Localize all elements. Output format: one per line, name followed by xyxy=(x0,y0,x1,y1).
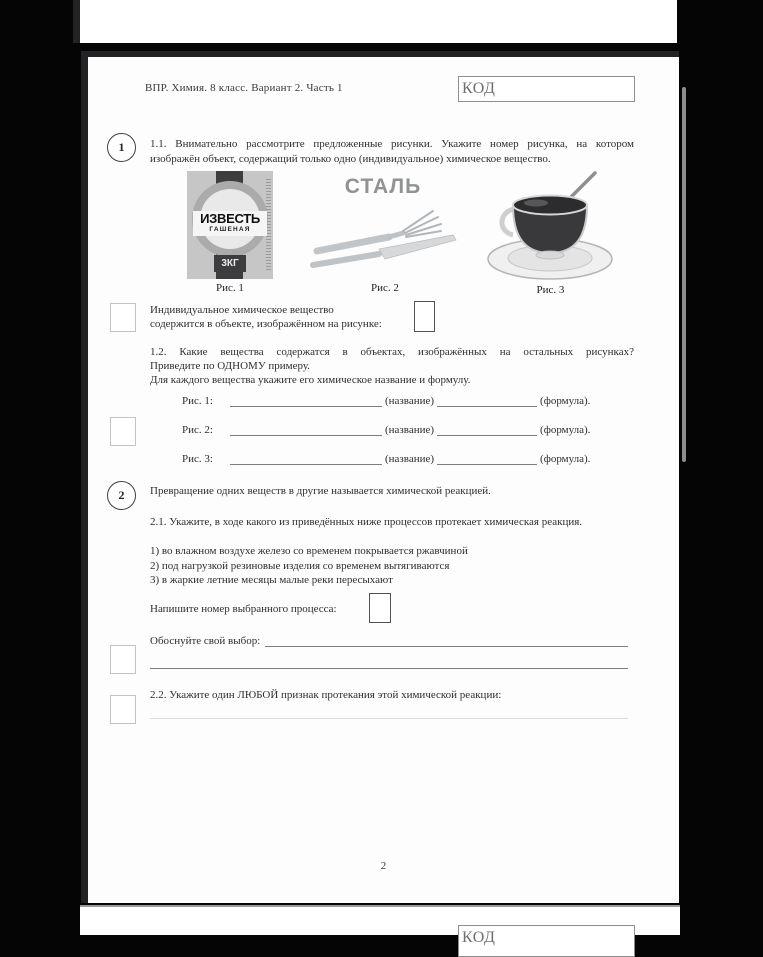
document-header-title: ВПР. Химия. 8 класс. Вариант 2. Часть 1 xyxy=(145,82,343,94)
next-page-code-box[interactable] xyxy=(458,925,635,957)
next-page-edge xyxy=(80,905,680,946)
package-label xyxy=(193,211,267,236)
package-subtitle: ГАШЕНАЯ xyxy=(209,226,251,233)
figure-tea-cup xyxy=(483,169,618,289)
blank-row-fig2-formula-line[interactable] xyxy=(437,423,537,436)
answer-1-1-line1: Индивидуальное химическое вещество xyxy=(150,304,334,316)
answer-1-1-box[interactable] xyxy=(414,301,435,332)
score-checkbox-1[interactable] xyxy=(110,303,136,332)
write-number-label: Напишите номер выбранного процесса: xyxy=(150,603,337,615)
question-1-2-line3: Для каждого вещества укажите его химическое название и формулу. xyxy=(150,374,471,386)
blank-row-fig1 xyxy=(182,393,612,407)
answer-1-1-line2: содержится в объекте, изображённом на рисунке: xyxy=(150,318,382,330)
justify-row xyxy=(150,634,628,647)
answer-1-1-prompt xyxy=(150,303,382,331)
question-1-2-line1: 1.2. Какие вещества содержатся в объектах, изображённых на остальных рисунках? xyxy=(150,346,634,358)
figure-lime-package xyxy=(187,171,273,279)
document-page xyxy=(81,51,679,903)
figure1-caption: Рис. 1 xyxy=(216,282,244,294)
blank-row-fig3-label: Рис. 3: xyxy=(182,453,213,465)
blank-row-fig2-name-line[interactable] xyxy=(230,423,382,436)
blank-row-fig2-formula-hint: (формула). xyxy=(540,424,591,436)
code-input-box[interactable] xyxy=(458,76,635,102)
blank-row-fig1-formula-line[interactable] xyxy=(437,394,537,407)
score-checkbox-2[interactable] xyxy=(110,417,136,446)
question-2-2-text: 2.2. Укажите один ЛЮБОЙ признак протекания этой химической реакции: xyxy=(150,689,502,701)
blank-row-fig2-label: Рис. 2: xyxy=(182,424,213,436)
question-1-2-text xyxy=(150,345,634,387)
blank-row-fig1-name-hint: (название) xyxy=(385,395,435,407)
code-label: КОД xyxy=(462,80,496,97)
blank-row-fig3 xyxy=(182,451,612,465)
answer-2-2-line[interactable] xyxy=(150,705,628,719)
blank-row-fig3-name-hint: (название) xyxy=(385,453,435,465)
justify-answer-line-1[interactable] xyxy=(265,634,628,647)
package-weight: 3КГ xyxy=(214,255,246,272)
blank-row-fig1-label: Рис. 1: xyxy=(182,395,213,407)
question-1-1-line1: 1.1. Внимательно рассмотрите предложенные рисунки. Укажите номер рисунка, на котором xyxy=(150,138,634,150)
figure3-caption: Рис. 3 xyxy=(536,284,565,296)
blank-row-fig1-name-line[interactable] xyxy=(230,394,382,407)
blank-row-fig2-name-hint: (название) xyxy=(385,424,435,436)
justify-label: Обоснуйте свой выбор: xyxy=(150,635,261,647)
cutlery-image xyxy=(301,199,466,271)
task2-intro: Превращение одних веществ в другие называется химической реакцией. xyxy=(150,485,491,497)
package-title: ИЗВЕСТЬ xyxy=(200,211,260,226)
process-option-1: 1) во влажном воздухе железо со временем покрывается ржавчиной xyxy=(150,545,468,557)
process-option-2: 2) под нагрузкой резиновые изделия со временем вытягиваются xyxy=(150,559,450,572)
figure2-caption: Рис. 2 xyxy=(371,282,399,294)
blank-row-fig3-formula-line[interactable] xyxy=(437,452,537,465)
blank-row-fig1-formula-hint: (формула). xyxy=(540,395,591,407)
question-1-2-line2: Приведите по ОДНОМУ примеру. xyxy=(150,360,310,372)
next-page-code-label: КОД xyxy=(462,929,496,946)
blank-row-fig3-formula-hint: (формула). xyxy=(540,453,591,465)
figure-steel-cutlery xyxy=(298,175,468,276)
justify-answer-line-2[interactable] xyxy=(150,655,628,669)
tea-cup-image xyxy=(483,169,618,284)
scrollbar-thumb[interactable] xyxy=(682,87,686,462)
question-1-1-text xyxy=(150,137,634,166)
blank-row-fig3-name-line[interactable] xyxy=(230,452,382,465)
score-checkbox-4[interactable] xyxy=(110,695,136,724)
task1-number-badge: 1 xyxy=(107,133,136,162)
steel-label: СТАЛЬ xyxy=(344,175,422,198)
task2-number-badge: 2 xyxy=(107,481,136,510)
score-checkbox-3[interactable] xyxy=(110,645,136,674)
answer-2-1-box[interactable] xyxy=(369,593,391,623)
lime-package-image xyxy=(187,171,273,279)
process-options-list xyxy=(150,544,468,588)
blank-row-fig2 xyxy=(182,422,612,436)
process-option-3: 3) в жаркие летние месяцы малые реки пересыхают xyxy=(150,574,393,586)
question-1-1-line2: изображён объект, содержащий только одно (индивидуальное) химическое вещество. xyxy=(150,152,551,165)
question-2-1-text: 2.1. Укажите, в ходе какого из приведённых ниже процессов протекает химическая реакция. xyxy=(150,516,583,528)
previous-page-edge xyxy=(73,0,677,43)
page-number: 2 xyxy=(380,860,387,872)
